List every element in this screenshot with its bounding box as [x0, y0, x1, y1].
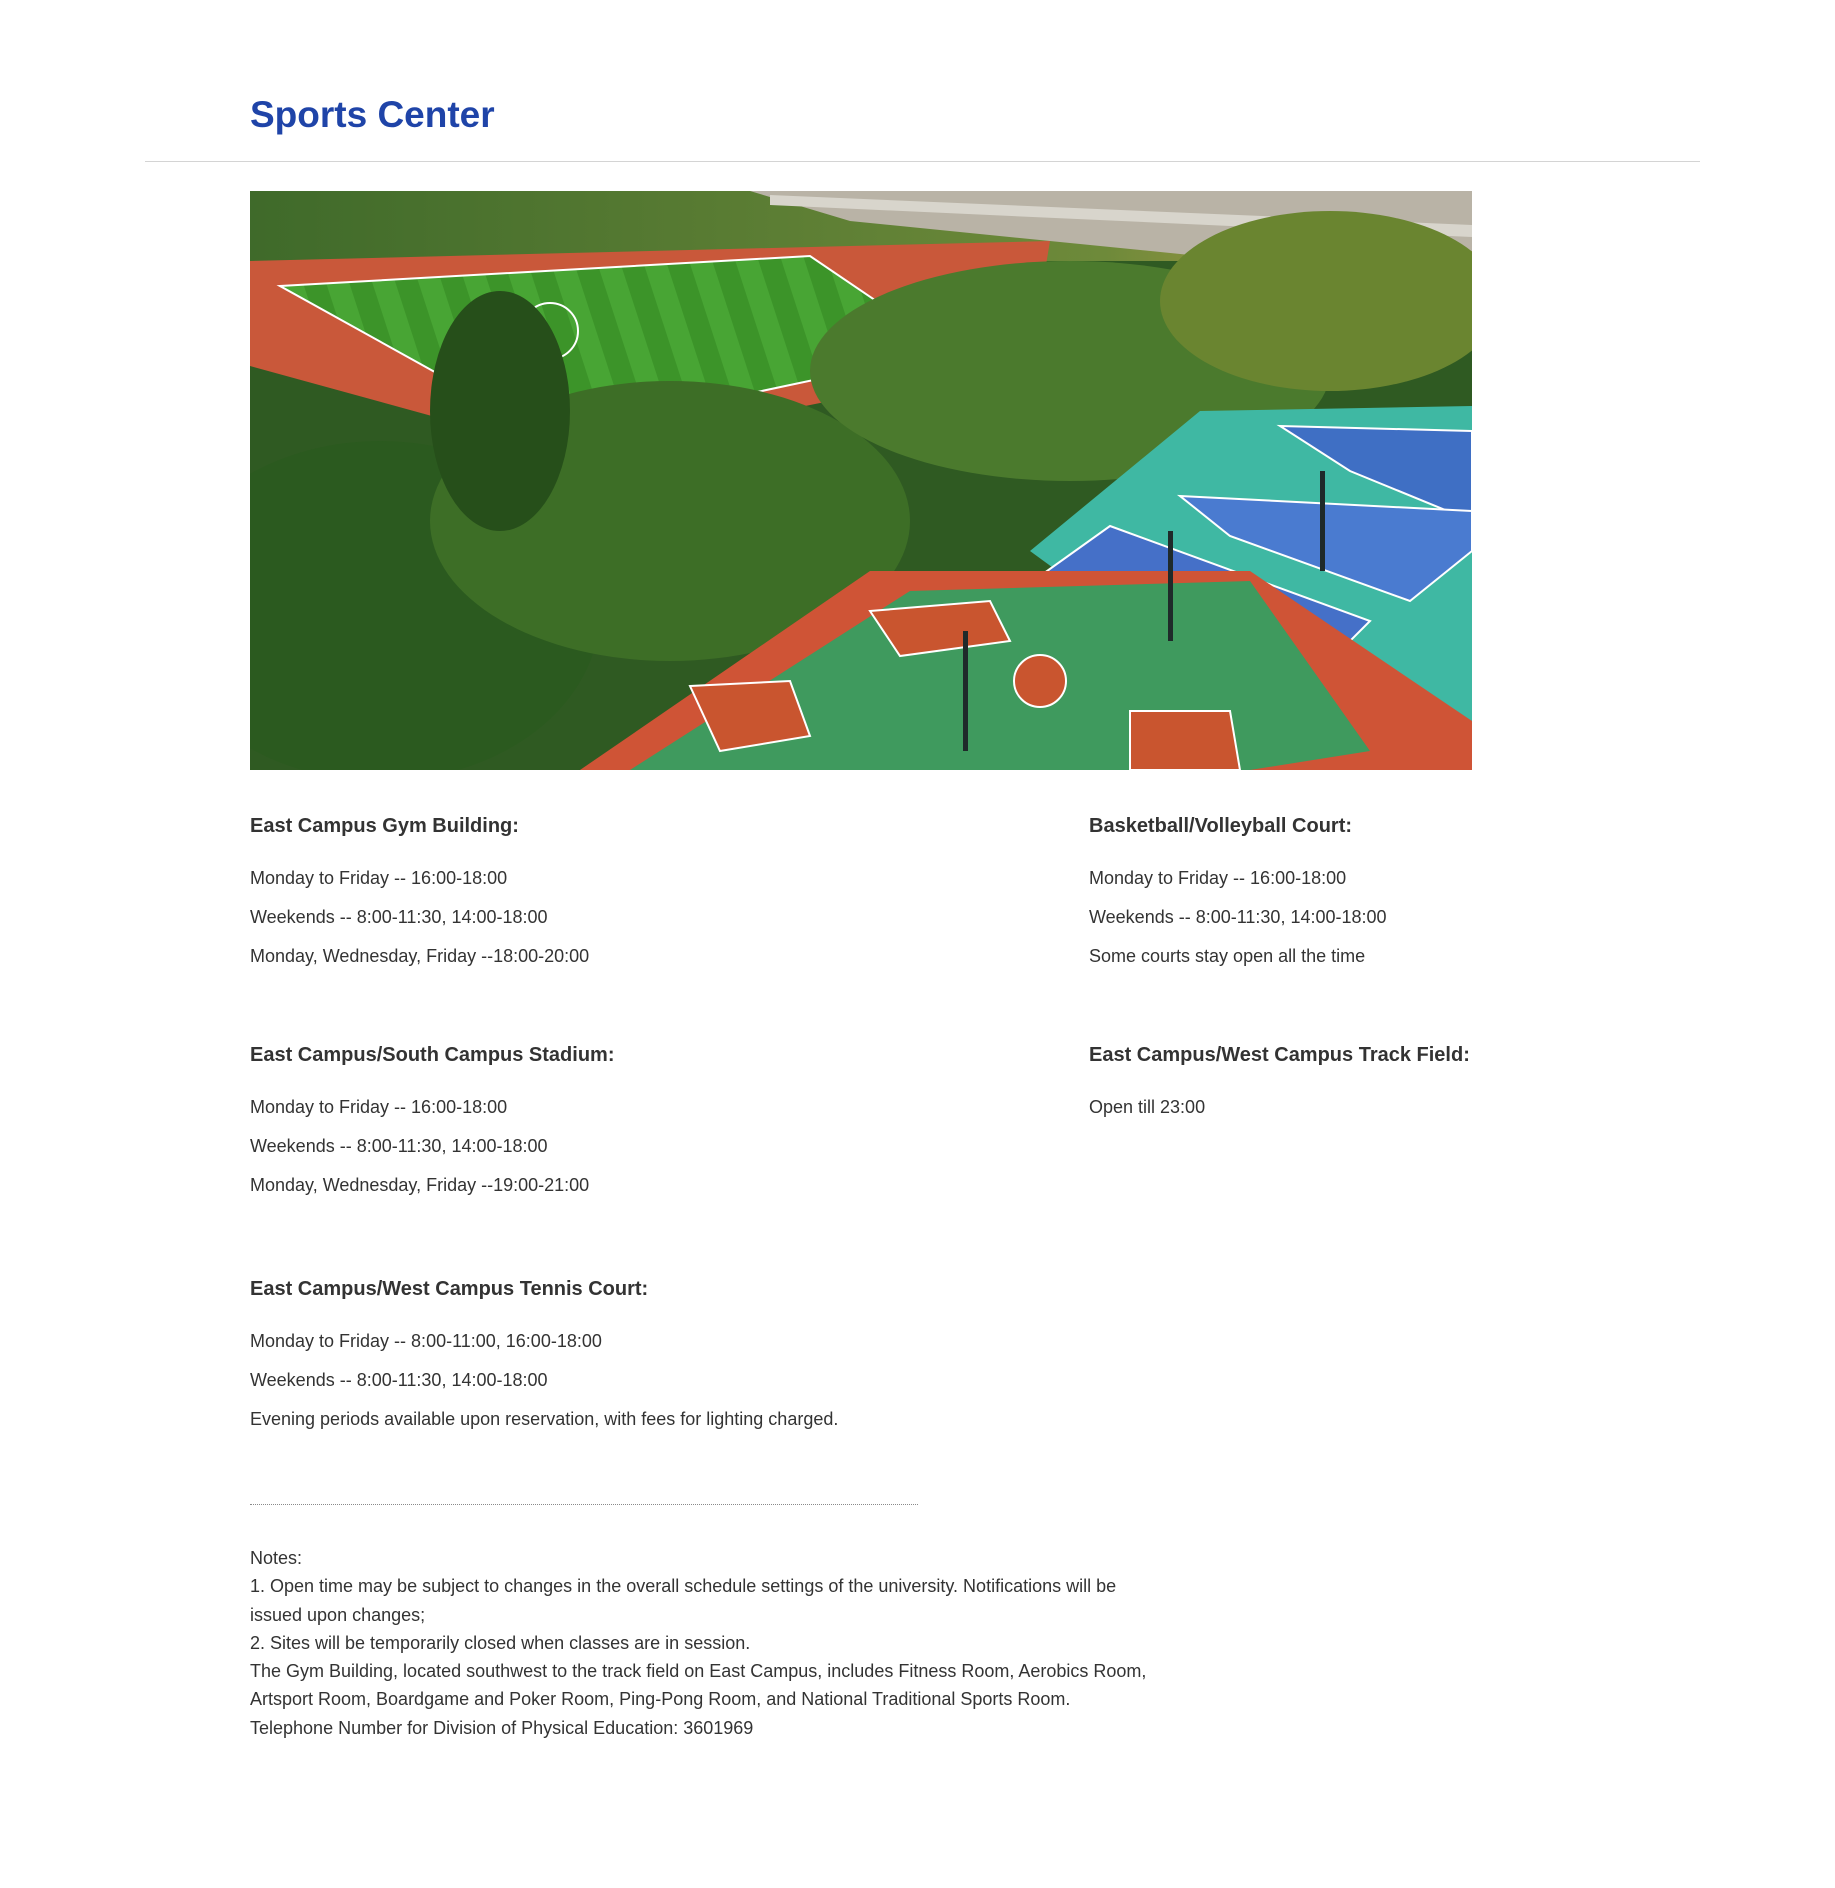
page-title: Sports Center — [250, 94, 495, 135]
notes-heading: Notes: — [250, 1548, 303, 1568]
schedule-line: Weekends -- 8:00-11:30, 14:00-18:00 — [1089, 907, 1387, 927]
schedule-line: Monday, Wednesday, Friday --19:00-21:00 — [250, 1175, 590, 1195]
schedule-line: Weekends -- 8:00-11:30, 14:00-18:00 — [250, 1370, 548, 1390]
schedule-line: Monday to Friday -- 16:00-18:00 — [250, 1097, 508, 1117]
telephone-line: Telephone Number for Division of Physical Education: 3601969 — [250, 1717, 754, 1738]
notes-divider — [250, 1504, 918, 1505]
schedule-line: Monday to Friday -- 8:00-11:00, 16:00-18:00 — [250, 1331, 602, 1351]
sports-fields-illustration — [250, 191, 1472, 770]
section-title: East Campus/West Campus Tennis Court: — [250, 1278, 649, 1300]
schedule-line: Open till 23:00 — [1089, 1097, 1206, 1117]
note-line: 1. Open time may be subject to changes in the overall schedule settings of the university. Notifications will be issued upon changes; — [250, 1576, 1117, 1625]
hero-image — [250, 191, 1472, 770]
schedule-line: Monday to Friday -- 16:00-18:00 — [1089, 868, 1347, 888]
notes-block — [250, 1544, 1170, 1742]
note-line: The Gym Building, located southwest to the track field on East Campus, includes Fitness Room, Aerobics Room, Artsport Room, Boardgame and Poker Room, Ping-Pong Room, and National Traditional Sports Room. — [250, 1661, 1147, 1710]
stadium-section — [250, 1042, 1050, 1213]
section-title: East Campus/South Campus Stadium: — [250, 1044, 615, 1066]
header-divider — [145, 161, 1700, 162]
schedule-line: Weekends -- 8:00-11:30, 14:00-18:00 — [250, 1136, 548, 1156]
gym-building-section — [250, 813, 1050, 984]
schedule-line: Some courts stay open all the time — [1089, 946, 1366, 966]
schedule-line: Monday, Wednesday, Friday --18:00-20:00 — [250, 946, 590, 966]
schedule-line: Evening periods available upon reservation, with fees for lighting charged. — [250, 1409, 839, 1429]
basketball-court-section — [1089, 813, 1835, 984]
section-title: East Campus/West Campus Track Field: — [1089, 1044, 1470, 1066]
section-title: East Campus Gym Building: — [250, 815, 519, 837]
section-title: Basketball/Volleyball Court: — [1089, 815, 1353, 837]
tennis-court-section — [250, 1276, 1050, 1447]
track-field-section — [1089, 1042, 1789, 1135]
schedule-line: Weekends -- 8:00-11:30, 14:00-18:00 — [250, 907, 548, 927]
schedule-line: Monday to Friday -- 16:00-18:00 — [250, 868, 508, 888]
note-line: 2. Sites will be temporarily closed when classes are in session. — [250, 1632, 751, 1653]
